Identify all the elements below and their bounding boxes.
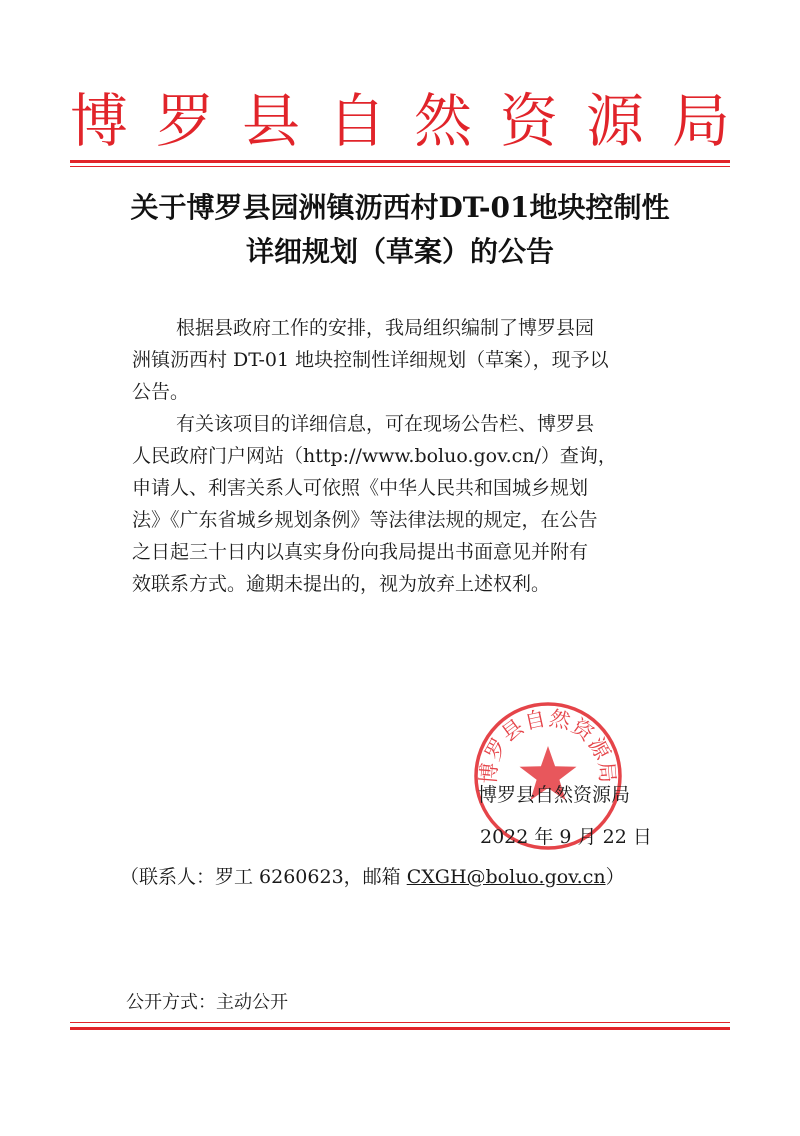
body-line: 有关该项目的详细信息，可在现场公告栏、博罗县	[176, 413, 595, 435]
title-line: 关于博罗县园洲镇沥西村DT-01地块控制性	[130, 191, 670, 224]
header-rule-thin	[70, 166, 730, 167]
signature-org: 博罗县自然资源局	[478, 784, 631, 806]
contact-info	[120, 862, 625, 892]
signature-date: 2022 年 9 月 22 日	[480, 826, 652, 848]
masthead-char: 资	[499, 87, 558, 155]
title-line: 详细规划（草案）的公告	[245, 235, 554, 268]
masthead-char: 县	[241, 87, 300, 155]
masthead-char: 自	[327, 87, 386, 155]
body-line: 公告。	[132, 381, 190, 403]
masthead-org-name	[70, 86, 730, 156]
footer-rule-thick	[70, 1027, 730, 1030]
body-line: 人民政府门户网站（http://www.boluo.gov.cn/）查询，	[132, 445, 617, 467]
contact-prefix: （联系人：罗工 6260623，邮箱	[120, 866, 407, 888]
body-line: 根据县政府工作的安排，我局组织编制了博罗县园	[176, 317, 595, 339]
masthead-char: 源	[585, 87, 644, 155]
body-line: 法》《广东省城乡规划条例》等法律法规的规定，在公告	[132, 509, 598, 531]
footer-rule-thin	[70, 1022, 730, 1023]
svg-text:博罗县自然资源局: 博罗县自然资源局	[476, 705, 620, 785]
document-body	[132, 312, 672, 600]
contact-email-link[interactable]: CXGH@boluo.gov.cn	[406, 866, 606, 888]
body-line: 洲镇沥西村 DT-01 地块控制性详细规划（草案），现予以	[132, 349, 609, 371]
masthead-char: 然	[413, 87, 472, 155]
masthead-char: 局	[671, 87, 730, 155]
masthead-char: 博	[70, 87, 129, 155]
body-line: 效联系方式。逾期未提出的，视为放弃上述权利。	[132, 573, 551, 595]
contact-suffix: ）	[605, 866, 625, 888]
body-line: 之日起三十日内以真实身份向我局提出书面意见并附有	[132, 541, 589, 563]
masthead-char: 罗	[155, 87, 214, 155]
body-line: 申请人、利害关系人可依照《中华人民共和国城乡规划	[132, 477, 589, 499]
document-title	[70, 186, 730, 274]
disclosure-mode: 公开方式：主动公开	[126, 992, 288, 1013]
header-rule-thick	[70, 160, 730, 163]
